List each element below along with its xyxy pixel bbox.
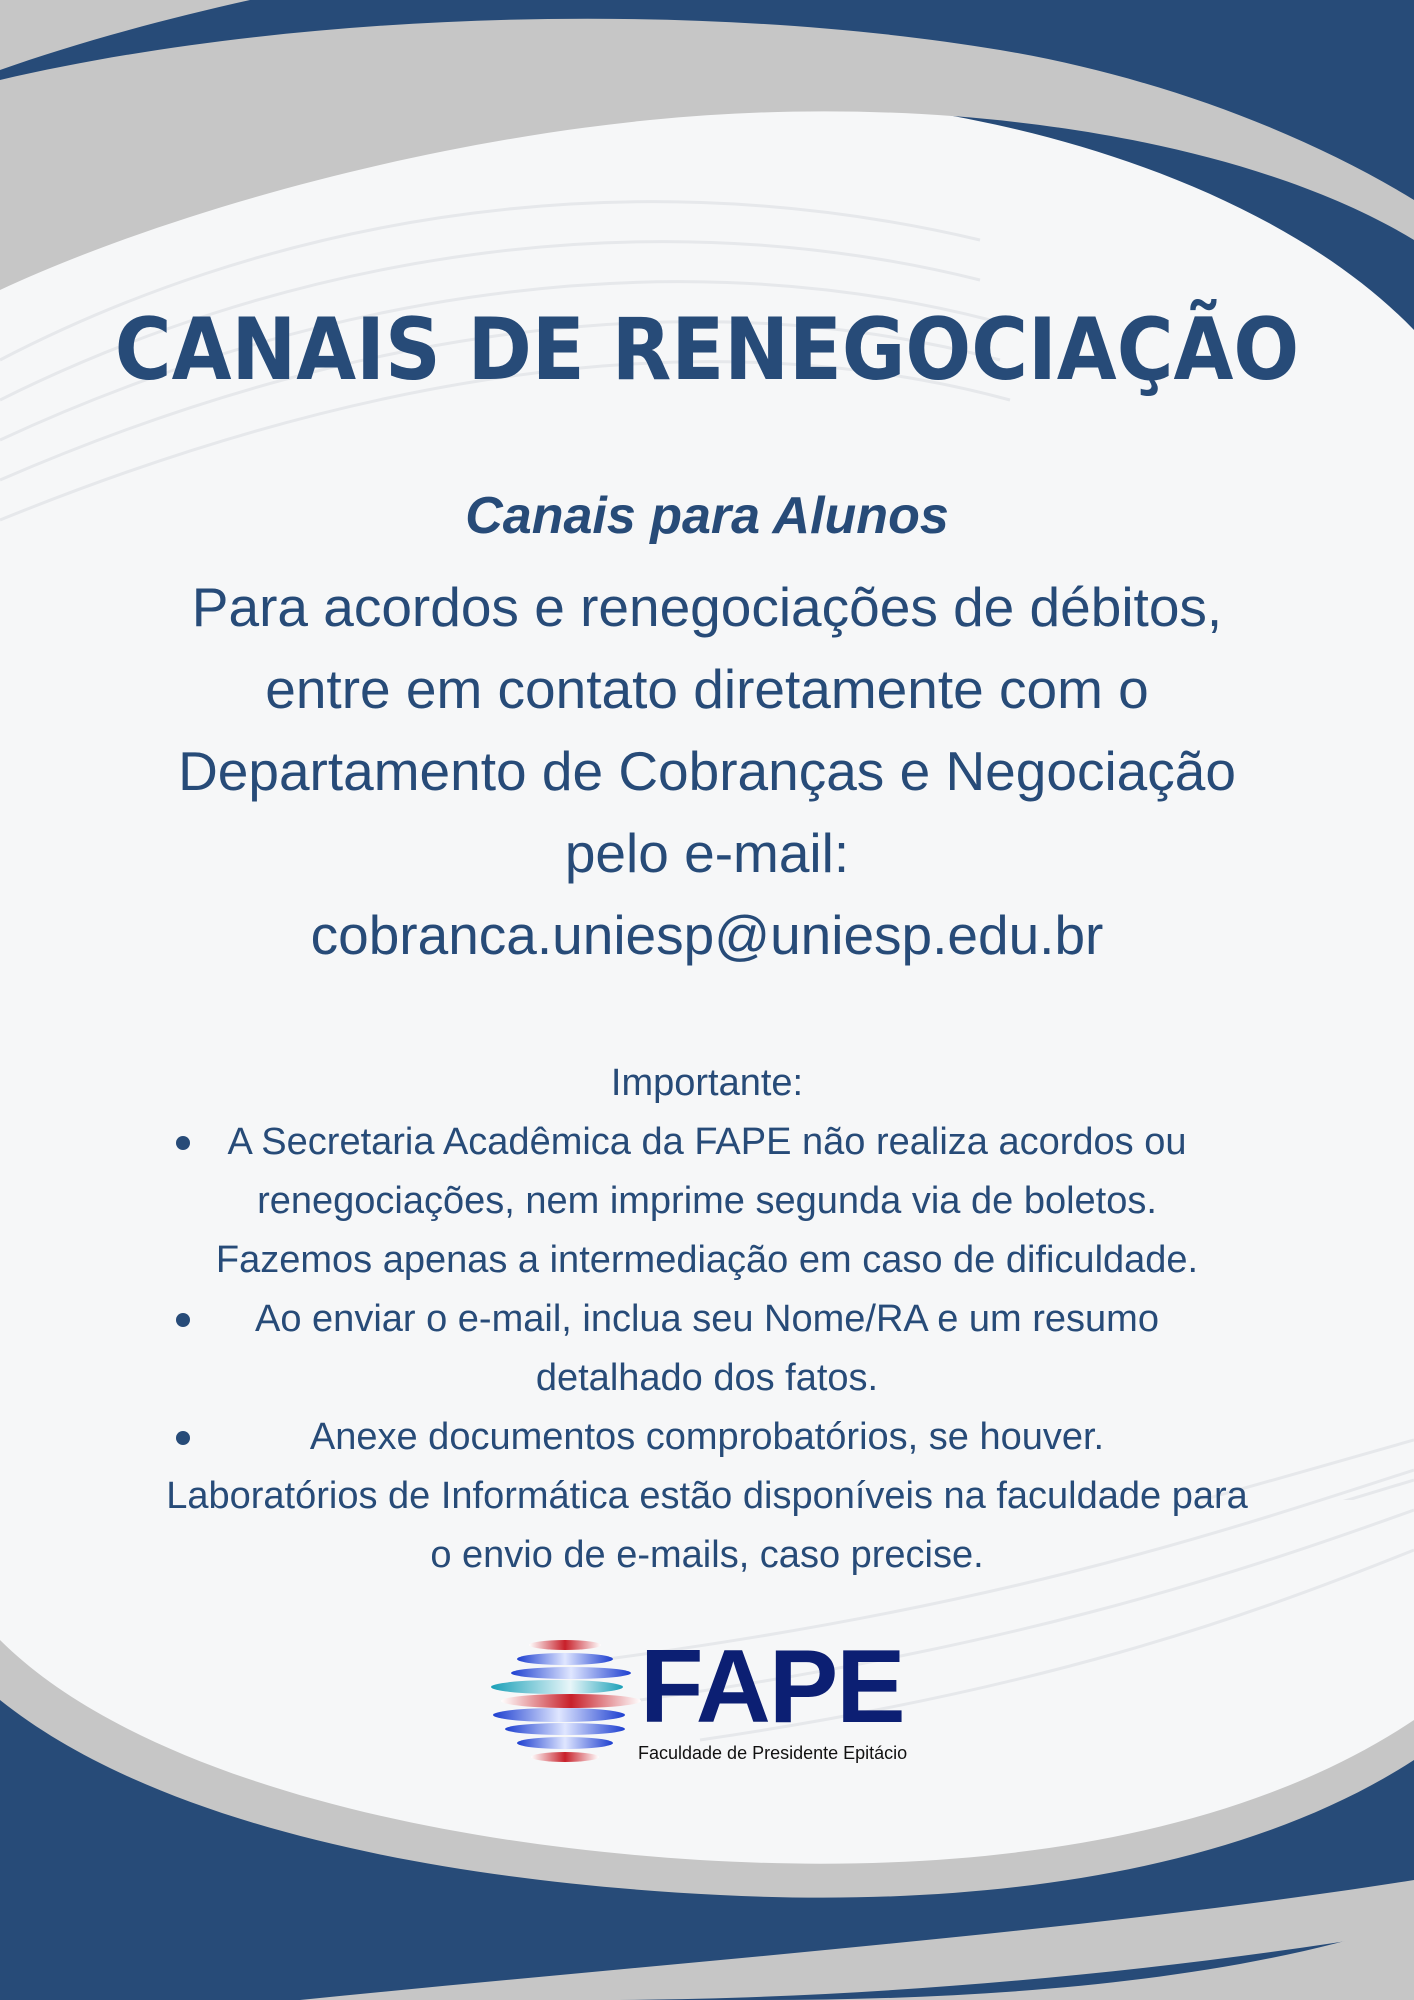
intro-line: pelo e-mail: xyxy=(564,822,850,884)
bullet-3-marker xyxy=(176,1431,190,1445)
important-section xyxy=(0,1054,1414,1585)
page-title: CANAIS DE RENEGOCIAÇÃO xyxy=(114,300,1300,400)
important-heading: Importante: xyxy=(610,1062,804,1104)
intro-line: Departamento de Cobranças e Negociação xyxy=(178,740,1236,802)
logo-tagline: Faculdade de Presidente Epitácio xyxy=(638,1743,908,1763)
subtitle: Canais para Alunos xyxy=(465,487,949,545)
footer-note-line: o envio de e-mails, caso precise. xyxy=(430,1534,984,1576)
logo-emblem-icon xyxy=(485,1639,645,1769)
bullet-1-marker xyxy=(176,1136,190,1150)
intro-line: entre em contato diretamente com o xyxy=(265,658,1149,720)
intro-line: Para acordos e renegociações de débitos, xyxy=(191,576,1223,638)
bullet-1-line: A Secretaria Acadêmica da FAPE não realiza acordos ou xyxy=(227,1121,1187,1163)
fape-logo xyxy=(485,1629,935,1770)
intro-text xyxy=(0,566,1414,976)
bullet-1-line: renegociações, nem imprime segunda via de boletos. xyxy=(257,1180,1157,1222)
bullet-1-line: Fazemos apenas a intermediação em caso de dificuldade. xyxy=(215,1239,1199,1281)
logo-wordmark: FAPE xyxy=(640,1629,904,1745)
bullet-2-marker xyxy=(176,1313,190,1327)
contact-email: cobranca.uniesp@uniesp.edu.br xyxy=(310,904,1104,966)
bullet-3-line: Anexe documentos comprobatórios, se houver. xyxy=(309,1416,1105,1458)
footer-note-line: Laboratórios de Informática estão disponíveis na faculdade para xyxy=(166,1475,1248,1517)
bullet-2-line: detalhado dos fatos. xyxy=(535,1357,879,1399)
bullet-2-line: Ao enviar o e-mail, inclua seu Nome/RA e um resumo xyxy=(255,1298,1159,1340)
